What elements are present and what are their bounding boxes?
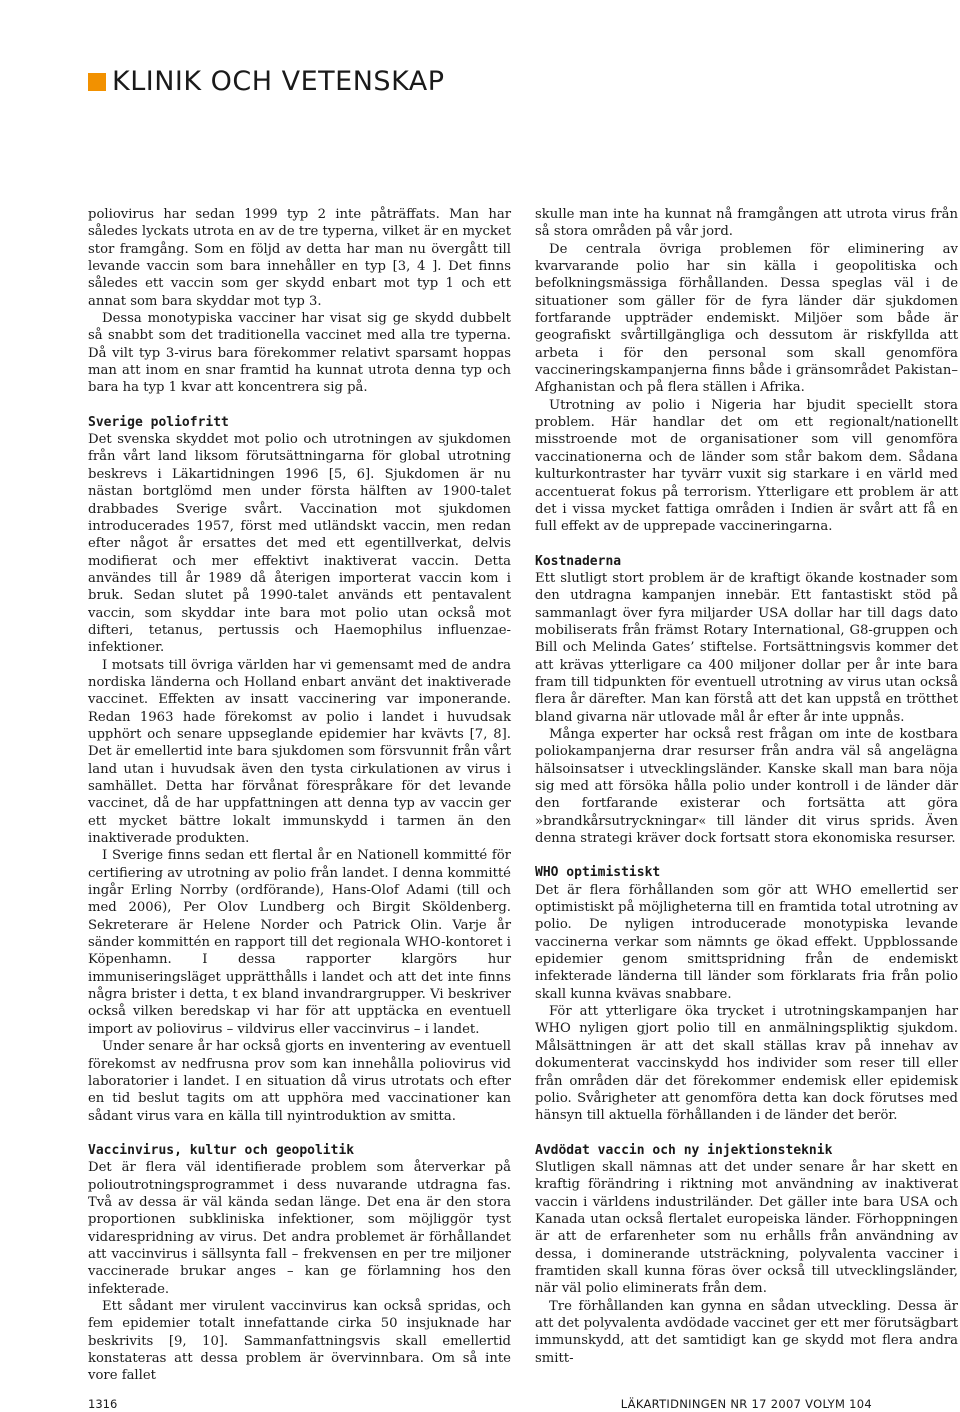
section-heading: Vaccinvirus, kultur och geopolitik xyxy=(88,1142,355,1158)
paragraph: Under senare år har också gjorts en inventering av eventuell förekomst av nedfrusna prov som kan innehålla poliovirus vid laboratorier i landet. I en situation då virus utrotats och efter en tid beslut tagits om att upphöra med vaccinationer kan sådant virus vara en källa till nyintroduktion av smitta. xyxy=(88,1039,511,1124)
paragraph: För att ytterligare öka trycket i utrotningskampanjen har WHO nyligen gjort polio till en anmälningspliktig sjukdom. Målsättningen är att det skall ställas krav på innehav av dokumenterat vaccinskydd hos individer som reser till eller från områden där det förekommer endemisk eller epidemisk polio. Svårigheter att genomföra detta kan dock förutses med hänsyn till aktuella förhållanden i de länder det berör. xyxy=(535,1004,958,1124)
paragraph: Dessa monotypiska vacciner har visat sig ge skydd dubbelt så snabbt som det traditionella vaccinet med alla tre typerna. Då vilt typ 3-virus bara förekommer relativt sparsamt hoppas man att inom en snar framtid ha kunnat utrota denna typ och bara ha typ 1 kvar att koncentrera sig på. xyxy=(88,311,511,396)
section-heading: Sverige poliofritt xyxy=(88,414,229,430)
paragraph: poliovirus har sedan 1999 typ 2 inte påträffats. Man har således lyckats utrota en av de tre typerna, vilket är en mycket stor framgång. Som en följd av detta har man nu övergått till levande vaccin som bara innehåller en typ [3, 4 ]. Det finns således ett vaccin som ger skydd enbart mot typ 1 och ett annat som bara skyddar mot typ 3. xyxy=(88,207,511,309)
paragraph: Tre förhållanden kan gynna en sådan utveckling. Dessa är att det polyvalenta avdödade vaccinet ger ett mer förutsägbart immunskydd, att det samtidigt kan ge skydd mot flera andra smitt- xyxy=(535,1298,958,1366)
paragraph: skulle man inte ha kunnat nå framgången att utrota virus från så stora områden på vår jord. xyxy=(535,207,958,240)
page-number: 1316 xyxy=(88,1397,118,1411)
paragraph: Ett slutligt stort problem är de kraftigt ökande kostnader som den utdragna kampanjen innebär. Ett fantastiskt stöd på sammanlagt över fyra miljarder USA dollar har till dags dato mobiliserats från främst Rotary International, G8-gruppen och Bill och Melinda Gates’ stiftelse. Fortsättningsvis kommer det att krävas ytterligare ca 400 miljoner dollar per år inte bara fram till tidpunkten för eventuell utrotning av virus utan också flera år därefter. Man kan förstå att det kan uppstå en trötthet bland givarna när utlovade mål år efter år inte uppnås. xyxy=(535,570,958,725)
section-heading: WHO optimistiskt xyxy=(535,865,661,881)
paragraph: De centrala övriga problemen för eliminering av kvarvarande polio har sin källa i geopolitiska och befolkningsmässiga förhållanden. Dessa speglas väl i de situationer som gäller för de fyra länder där sjukdomen fortfarande uppträder endemiskt. Miljöer som både är geografiskt svårtillgängliga och dessutom är riskfyllda att arbeta i för den personal som skall genomföra vaccineringskampanjerna finns både i gränsområdet Pakistan–Afghanistan och på flera ställen i Afrika. xyxy=(535,241,958,396)
paragraph: Det svenska skyddet mot polio och utrotningen av sjukdomen från vårt land liksom förutsättningarna för global utrotning beskrevs i Läkartidningen 1996 [5, 6]. Sjukdomen är nu nästan bortglömd men under första hälften av 1900-talet drabbades Sverige svårt. Vaccination mot sjukdomen introducerades 1957, först med utländskt vaccin, men redan efter något år ersattes det med ett egentillverkat, delvis modifierat och mer effektivt inaktiverat vaccin. Detta användes till år 1989 då återigen importerat vaccin kom i bruk. Sedan slutet på 1990-talet används ett pentavalent vaccin, som skyddar inte bara mot polio utan också mot difteri, tetanus, pertussis och Haemophilus influenzae-infektioner. xyxy=(88,432,511,656)
paragraph: I motsats till övriga världen har vi gemensamt med de andra nordiska länderna och Holland enbart använt det inaktiverade vaccinet. Effekten av insatt vaccinering var imponerande. Redan 1963 hade förekomst av polio i landet i huvudsak upphört och senare uppseglande epidemier har kvävts [7, 8]. Det är emellertid inte bara sjukdomen som försvunnit från vårt land utan i huvudsak även den tysta cirkulationen av virus i samhället. Detta har förvånat förespråkare för det levande vaccinet, då de har uppfattningen att denna typ av vaccin ger ett mycket bättre lokalt immunskydd i tarmen än den inaktiverade produkten. xyxy=(88,657,512,847)
paragraph: Slutligen skall nämnas att det under senare år har skett en kraftig förändring i riktning mot användning av inaktiverat vaccin i världens industriländer. Det gäller inte bara USA och Kanada utan också flertalet europeiska länder. Förhoppningen är att de erfarenheter som nu erhålls från användning av dessa, i dominerande utsträckning, polyvalenta vacciner i framtiden skall kunna föras över också till utvecklingsländer, när väl polio eliminerats från dem. xyxy=(535,1159,958,1297)
paragraph: Det är flera väl identifierade problem som återverkar på polioutrotningsprogrammet i dess nuvarande utdragna fas. Två av dessa är väl kända sedan länge. Det ena är den stora proportionen subkliniska infektioner, som möjliggör tyst vidarespridning av virus. Det andra problemet är förhållandet att vaccinvirus i sällsynta fall – frekvensen en per tre miljoner vaccinerade brukar anges – kan ge förlamning hos den infekterade. xyxy=(88,1160,511,1297)
section-title: KLINIK OCH VETENSKAP xyxy=(112,66,445,97)
paragraph: I Sverige finns sedan ett flertal år en Nationell kommitté för certifiering av utrotning av polio från landet. I denna kommitté ingår Erling Norrby (ordförande), Hans-Olof Adami (till och med 2006), Per Olov Lundberg och Birgit Sköldenberg. Sekreterare är Helene Norder och Patrick Olin. Varje år sänder kommittén en rapport till det regionala WHO-kontoret i Köpenhamn. I dessa rapporter klargörs hur immuniseringsläget upprätthålls i landet och att det inte finns några brister i detta, t ex bland invandrargrupper. Vi beskriver också vilken beredskap vi har för att upptäcka en eventuell import av poliovirus – vildvirus eller vaccinvirus – i landet. xyxy=(88,848,511,1037)
journal-citation: LÄKARTIDNINGEN NR 17 2007 VOLYM 104 xyxy=(620,1397,872,1411)
section-heading: Kostnaderna xyxy=(535,553,622,569)
section-heading: Avdödat vaccin och ny injektionsteknik xyxy=(535,1142,833,1158)
paragraph: Utrotning av polio i Nigeria har bjudit speciellt stora problem. Här handlar det om ett regionalt/nationellt misstroende mot de organisationer som vill genomföra vaccinationerna och de länder som står bakom dem. Sådana kulturkontraster har tyvärr vuxit sig starkare i en värld med accentuerat fokus på terrorism. Ytterligare ett problem är att det i vissa mycket fattiga områden i Indien är svårt att få en full effekt av de upprepade vaccineringarna. xyxy=(535,397,958,535)
section-marker-icon xyxy=(88,73,106,91)
paragraph: Ett sådant mer virulent vaccinvirus kan också spridas, och fem epidemier totalt innefattande cirka 50 insjuknade har beskrivits [9, 10]. Sammanfattningsvis skall emellertid konstateras att dessa problem är övervinnbara. Om så inte vore fallet xyxy=(88,1298,511,1384)
section-header xyxy=(88,68,445,95)
paragraph: Det är flera förhållanden som gör att WHO emellertid ser optimistiskt på möjligheterna till en framtida total utrotning av polio. De nyligen introducerade monotypiska levande vaccinerna verkar som nämnts ge ökad effekt. Uppblossande epidemier genom smittspridning från de endemiskt infekterade länderna till länder som förklarats fria från polio skall kunna kvävas snabbare. xyxy=(535,882,958,1002)
text-column-left xyxy=(88,206,511,1385)
text-column-right xyxy=(535,206,958,1367)
paragraph: Många experter har också rest frågan om inte de kostbara poliokampanjerna drar resurser från andra väl så angelägna hälsoinsatser i utvecklingsländer. Kanske skall man bara nöja sig med att försöka hålla polio under kontroll i de länder där den fortfarande existerar och fortsätta att göra »brandkårsutryckningar« till länder dit virus sprids. Även denna strategi kräver dock fortsatt stora ekonomiska resurser. xyxy=(535,726,958,847)
